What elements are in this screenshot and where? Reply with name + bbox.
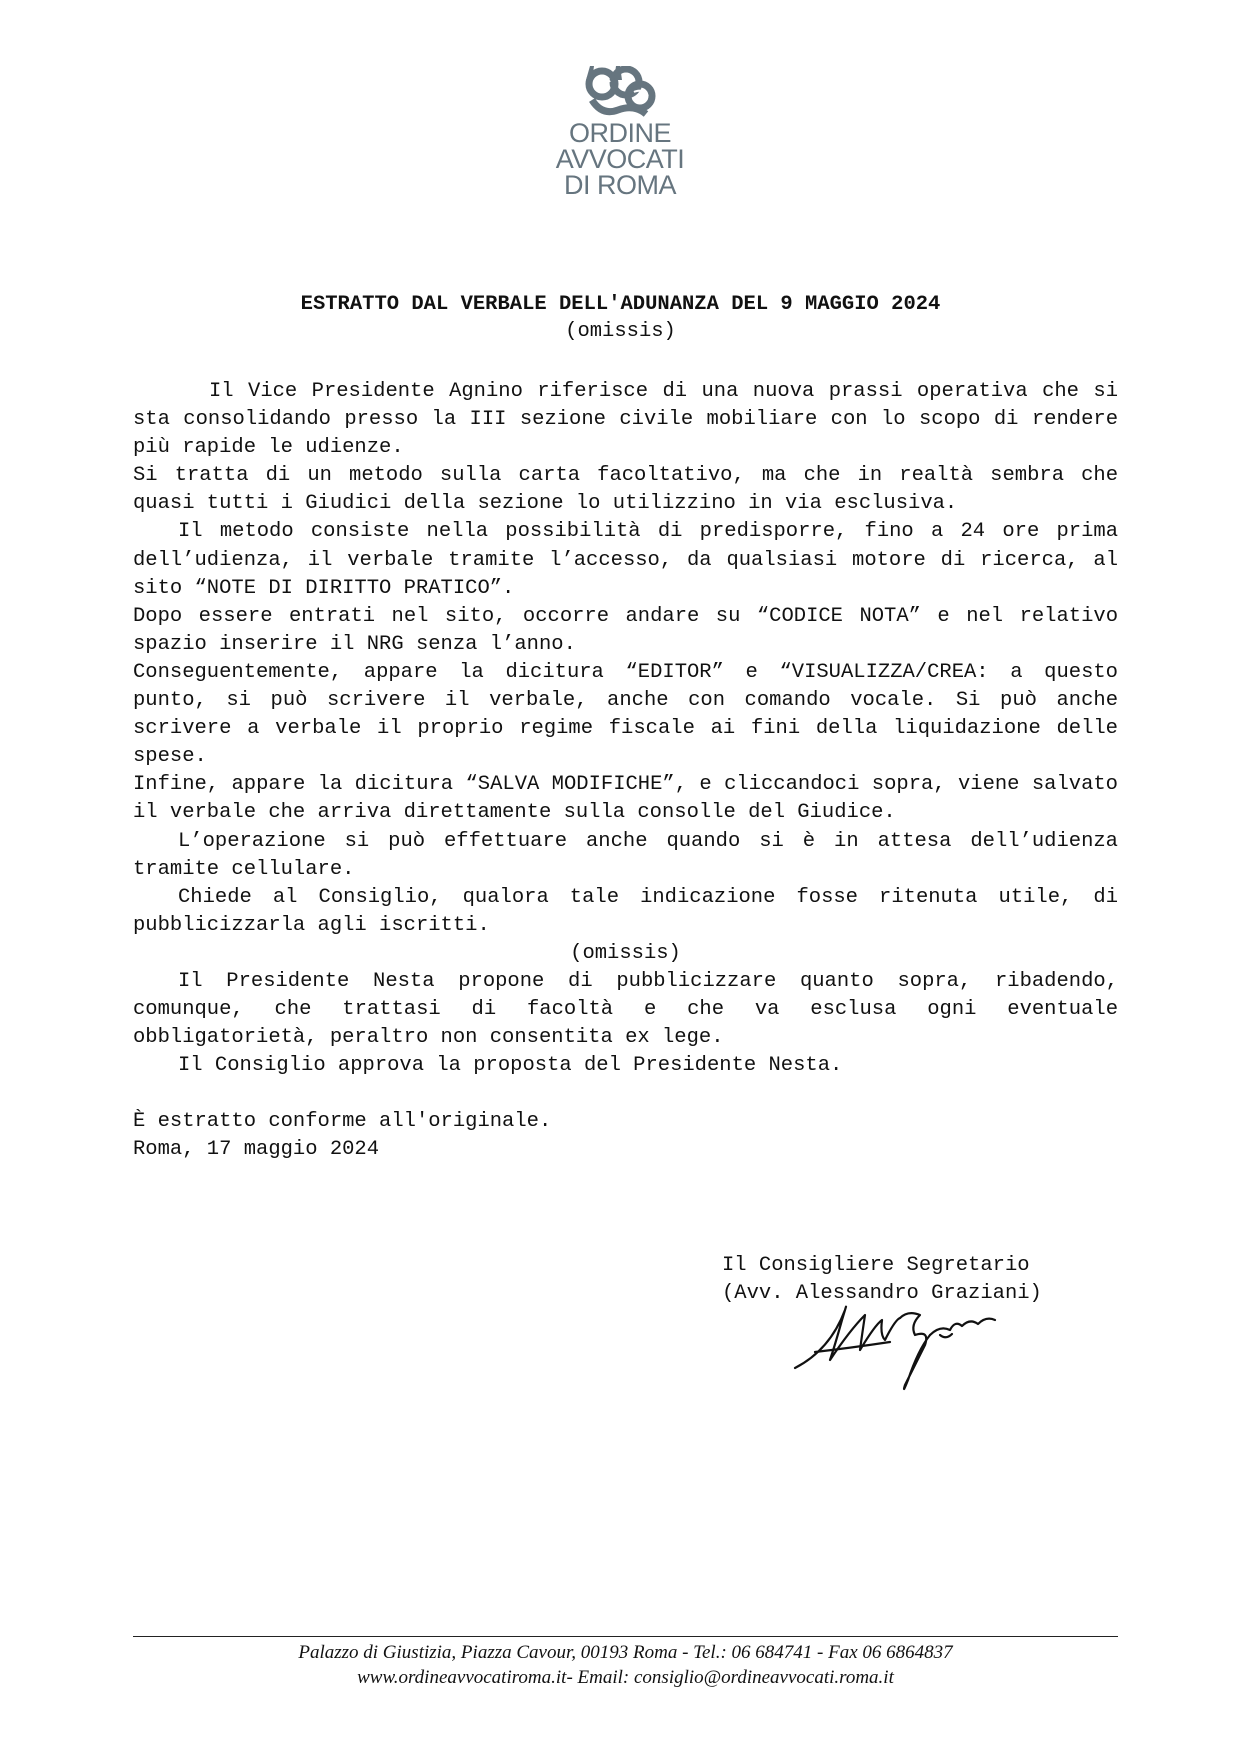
paragraph: Conseguentemente, appare la dicitura “EDITOR” e “VISUALIZZA/CREA: a questo punto, si può scrivere il verbale, anche con comando vocale. Si può anche scrivere a verbale il proprio regime fiscale ai fini della liquidazione delle spese. bbox=[133, 660, 1118, 769]
logo-line-1: ORDINE bbox=[568, 118, 671, 148]
document-body bbox=[133, 378, 1118, 1165]
document-title: ESTRATTO DAL VERBALE DELL'ADUNANZA DEL 9 MAGGIO 2024 bbox=[300, 293, 941, 316]
column-feet-icon bbox=[582, 66, 626, 80]
paragraph: L’operazione si può effettuare anche quando si è in attesa dell’udienza tramite cellulare. bbox=[133, 829, 1118, 881]
logo-line-3: DI ROMA bbox=[563, 170, 676, 200]
paragraph: Si tratta di un metodo sulla carta facoltativo, ma che in realtà sembra che quasi tutti i Giudici della sezione lo utilizzino in via esclusiva. bbox=[133, 464, 1118, 516]
footer bbox=[133, 1640, 1118, 1690]
paragraph: Il Consiglio approva la proposta del Presidente Nesta. bbox=[178, 1054, 843, 1078]
signatory-name: (Avv. Alessandro Graziani) bbox=[722, 1282, 1042, 1305]
handwritten-signature bbox=[790, 1290, 1010, 1400]
omissis-top: (omissis) bbox=[565, 320, 676, 343]
spacer bbox=[133, 1080, 1118, 1108]
paragraph: Il Presidente Nesta propone di pubblicizzare quanto sopra, ribadendo, comunque, che trattasi di facoltà e che va esclusa ogni eventuale obbligatorietà, peraltro non consentita ex lege. bbox=[133, 969, 1118, 1050]
logo-wordmark bbox=[540, 120, 700, 198]
paragraph: Il Vice Presidente Agnino riferisce di una nuova prassi operativa che si sta consolidando presso la III sezione civile mobiliare con lo scopo di rendere più rapide le udienze. bbox=[133, 380, 1118, 460]
place-date: Roma, 17 maggio 2024 bbox=[133, 1138, 380, 1162]
paragraph: Dopo essere entrati nel sito, occorre andare su “CODICE NOTA” e nel relativo spazio inserire il NRG senza l’anno. bbox=[133, 604, 1118, 656]
signatory-role: Il Consigliere Segretario bbox=[722, 1254, 1030, 1277]
conformity-statement: È estratto conforme all'originale. bbox=[133, 1110, 552, 1134]
footer-divider bbox=[133, 1636, 1118, 1637]
paragraph: Il metodo consiste nella possibilità di predisporre, fino a 24 ore prima dell’udienza, il verbale tramite l’accesso, da qualsiasi motore di ricerca, al sito “NOTE DI DIRITTO PRATICO”. bbox=[133, 520, 1118, 600]
paragraph: Chiede al Consiglio, qualora tale indicazione fosse ritenuta utile, di pubblicizzarla agli iscritti. bbox=[133, 885, 1118, 937]
footer-address: Palazzo di Giustizia, Piazza Cavour, 00193 Roma - Tel.: 06 684741 - Fax 06 6864837 bbox=[298, 1642, 953, 1663]
omissis-middle: (omissis) bbox=[570, 941, 681, 965]
logo-ordine-avvocati bbox=[540, 62, 700, 232]
paragraph: Infine, appare la dicitura “SALVA MODIFICHE”, e cliccandoci sopra, viene salvato il verbale che arriva direttamente sulla consolle del Giudice. bbox=[133, 773, 1118, 825]
logo-line-2: AVVOCATI bbox=[555, 144, 685, 174]
footer-contacts: www.ordineavvocatiroma.it- Email: consiglio@ordineavvocati.roma.it bbox=[357, 1667, 894, 1688]
